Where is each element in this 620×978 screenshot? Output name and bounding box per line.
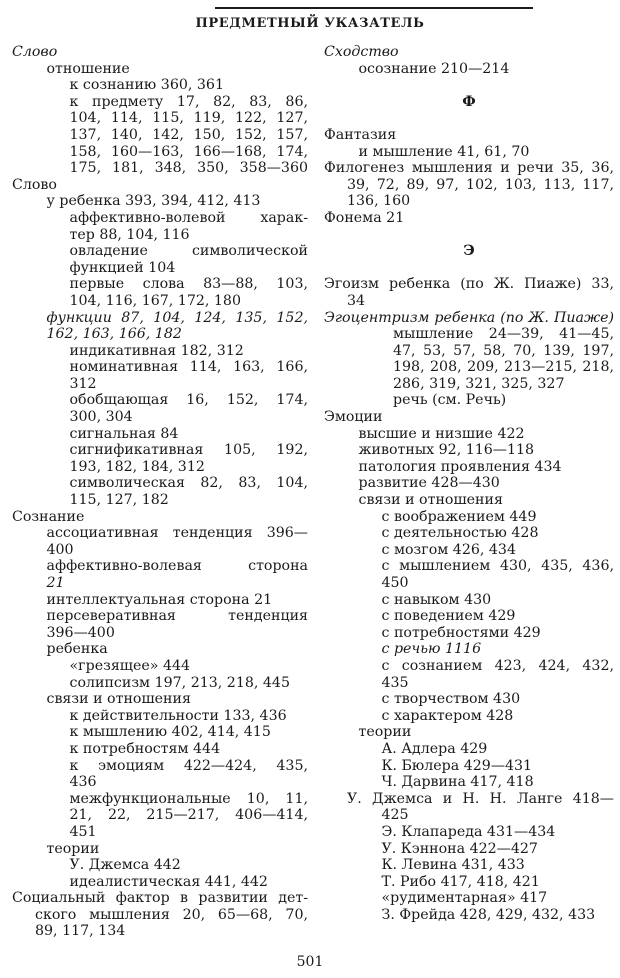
index-subentry: отношение [46,60,130,77]
index-subentry: с воображением 449 [381,508,537,525]
index-subentry: высшие и низшие 422 [358,425,525,442]
index-subentry: идеалистическая 441, 442 [69,873,268,890]
index-subentry: 286, 319, 321, 325, 327 [393,375,565,392]
index-subentry: У. Кэннона 422—427 [381,840,538,857]
index-subentry: 300, 304 [69,409,133,426]
index-subentry: с поведением 429 [381,608,516,625]
index-subentry: сигнальная 84 [69,425,179,442]
index-subentry: межфункциональные 10, 11, [69,790,308,807]
index-subentry: аффективно-волевая сторона [46,558,308,575]
index-subentry: У. Джемса 442 [69,857,181,874]
blank-line [324,110,614,127]
page-number: 501 [296,954,324,970]
index-term: Слово [12,44,58,60]
index-subentry: К. Бюлера 429—431 [381,757,533,774]
index-subentry: с речью 1116 [381,641,482,658]
index-subentry: 104, 114, 115, 119, 122, 127, [69,110,308,127]
index-subentry: Т. Рибо 417, 418, 421 [381,873,540,890]
index-subentry: функции 87, 104, 124, 135, 152, [46,309,308,326]
index-subentry: и мышление 41, 61, 70 [358,143,530,160]
index-subentry: 198, 208, 209, 213—215, 218, [393,359,614,376]
index-subentry: У. Джемса и Н. Н. Ланге 418— [347,790,614,807]
index-subentry: осознание 210—214 [358,60,510,77]
index-subentry: с мозгом 426, 434 [381,541,516,558]
index-subentry: 136, 160 [347,193,411,210]
index-subentry: ребенка [46,641,108,658]
index-subentry: 425 [381,807,409,824]
top-rule [215,7,533,9]
index-subentry: солипсизм 197, 213, 218, 445 [69,674,290,691]
page-title: ПРЕДМЕТНЫЙ УКАЗАТЕЛЬ [195,16,425,31]
index-subentry: с мышлением 430, 435, 436, [381,558,614,575]
index-subentry: первые слова 83—88, 103, [69,276,308,293]
index-subentry: К. Левина 431, 433 [381,857,525,874]
index-subentry: функцией 104 [69,259,176,276]
index-subentry: 21, 22, 215—217, 406—414, [69,807,308,824]
index-subentry: А. Адлера 429 [381,740,488,757]
index-subentry: с навыком 430 [381,591,492,608]
index-subentry: 104, 116, 167, 172, 180 [69,292,241,309]
index-subentry: номинативная 114, 163, 166, [69,359,308,376]
index-subentry: с деятельностью 428 [381,525,539,542]
index-subentry: теории [358,724,412,741]
right-column [324,44,614,923]
index-term: Эмоции [324,409,383,426]
index-term: Фантазия [324,126,397,143]
index-subentry: тер 88, 104, 116 [69,226,190,243]
index-subentry: 436 [69,774,97,791]
index-subentry: 34 [347,292,366,309]
index-subentry: к эмоциям 422—424, 435, [69,757,308,774]
index-subentry: к сознанию 360, 361 [69,77,224,94]
index-subentry: 312 [69,375,97,392]
blank-line [324,227,614,244]
index-term: Сходство [324,44,399,60]
index-subentry: у ребенка 393, 394, 412, 413 [46,193,261,210]
index-subentry: 193, 182, 184, 312 [69,458,205,475]
index-subentry: к действительности 133, 436 [69,707,287,724]
index-subentry: патология проявления 434 [358,458,562,475]
index-subentry: Ч. Дарвина 417, 418 [381,774,534,791]
index-subentry: к предмету 17, 82, 83, 86, [69,93,308,110]
index-subentry: с творчеством 430 [381,691,521,708]
index-subentry: сигнификативная 105, 192, [69,442,308,459]
index-subentry: «рудиментарная» 417 [381,890,548,907]
index-subentry: 435 [381,674,409,691]
index-subentry: обобщающая 16, 152, 174, [69,392,308,409]
letter-heading: Э [463,243,475,260]
index-subentry: ассоциативная тенденция 396— [46,525,308,542]
index-subentry: 450 [381,575,409,591]
index-subentry: к потребностям 444 [69,740,221,757]
index-subentry: символическая 82, 83, 104, [69,475,308,492]
index-subentry: 39, 72, 89, 97, 102, 103, 113, 117, [347,176,614,193]
index-subentry: 162, 163, 166, 182 [46,326,182,343]
index-subentry: интеллектуальная сторона 21 [46,591,273,608]
index-subentry: «грезящее» 444 [69,657,191,674]
index-subentry: развитие 428—430 [358,475,500,492]
index-term: Фонема 21 [324,209,405,226]
index-subentry: персеверативная тенденция [46,608,308,625]
index-subentry: 396—400 [46,624,115,641]
index-term: Эгоцентризм ребенка (по Ж. Пиаже) [324,309,614,326]
index-subentry: с потребностями 429 [381,624,541,641]
index-subentry: 137, 140, 142, 150, 152, 157, [69,126,308,143]
index-term: Эгоизм ребенка (по Ж. Пиаже) 33, [324,276,614,293]
index-subentry: 400 [46,541,74,558]
left-column [12,44,308,940]
index-subentry: 175, 181, 348, 350, 358—360 [69,160,308,177]
index-subentry: мышление 24—39, 41—45, [393,326,614,343]
index-term: Слово [12,176,57,193]
index-subentry: З. Фрейда 428, 429, 432, 433 [381,906,596,923]
index-subentry: 47, 53, 57, 58, 70, 139, 197, [393,342,614,359]
index-subentry: к мышлению 402, 414, 415 [69,724,271,741]
index-subentry: 115, 127, 182 [69,492,169,509]
index-subentry: с сознанием 423, 424, 432, [381,657,614,674]
index-subentry: речь (см. Речь) [393,392,507,409]
index-term: Филогенез мышления и речи 35, 36, [324,160,614,177]
blank-line [324,77,614,94]
index-subentry: аффективно-волевой харак- [69,209,308,226]
index-term: Сознание [12,508,85,525]
index-subentry: животных 92, 116—118 [358,442,535,459]
index-subentry: Э. Клапареда 431—434 [381,823,556,840]
index-subentry: 158, 160—163, 166—168, 174, [69,143,308,160]
index-subentry: 451 [69,823,97,840]
index-subentry: индикативная 182, 312 [69,342,244,359]
index-subentry: 89, 117, 134 [35,923,126,940]
index-subentry: связи и отношения [46,691,191,708]
index-subentry: овладение символической [69,243,308,260]
index-subentry: теории [46,840,100,857]
index-subentry: связи и отношения [358,492,503,509]
index-subentry: 21 [46,575,65,591]
index-term: Социальный фактор в развитии дет- [12,890,308,907]
letter-heading: Ф [462,93,476,110]
index-subentry: с характером 428 [381,707,514,724]
blank-line [324,260,614,277]
index-subentry: ского мышления 20, 65—68, 70, [35,906,308,923]
